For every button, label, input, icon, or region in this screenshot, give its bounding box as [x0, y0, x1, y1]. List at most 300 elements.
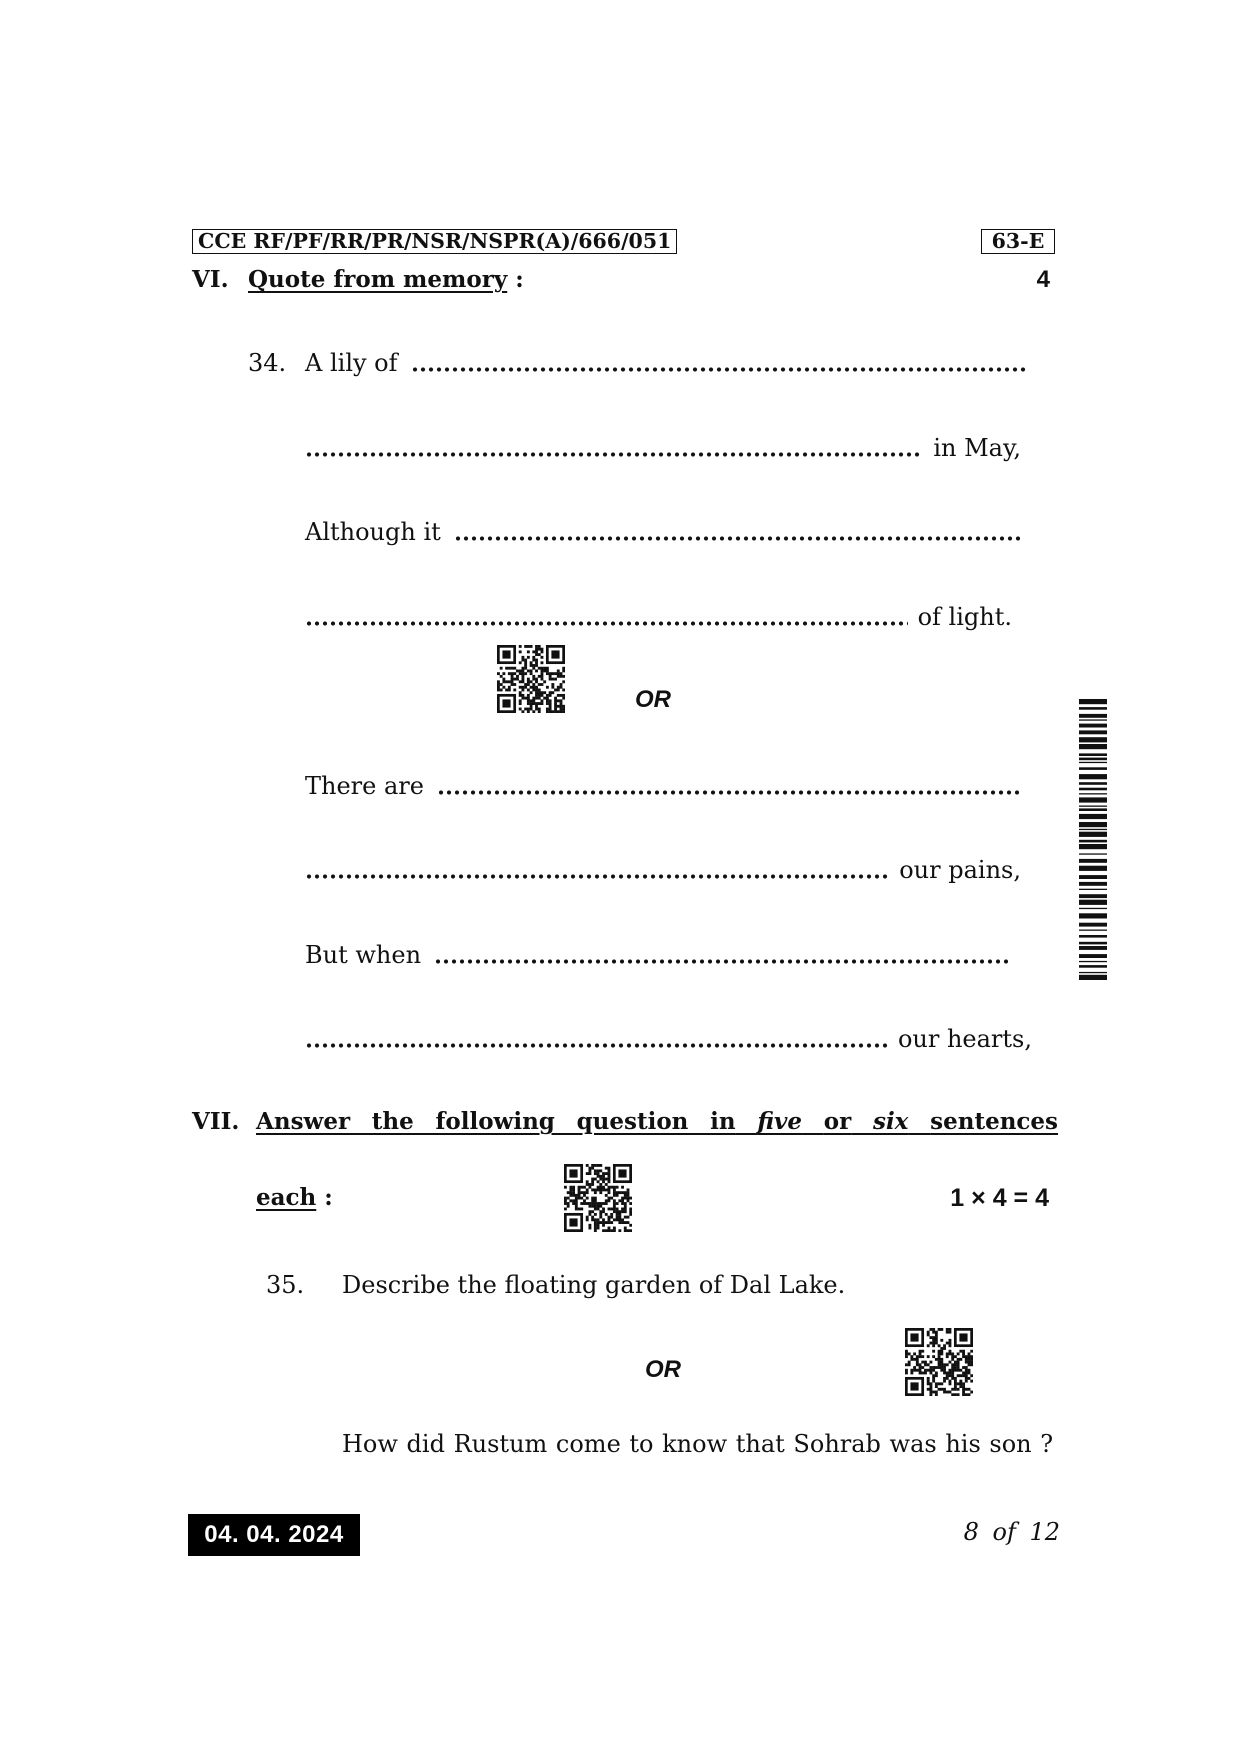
qr-module	[560, 702, 563, 705]
qr-code-graphic	[497, 645, 565, 713]
qr-module	[567, 1202, 570, 1205]
qr-module	[541, 694, 544, 697]
qr-module	[597, 1221, 600, 1224]
qr-module	[618, 1213, 621, 1216]
qr-module	[560, 686, 563, 689]
qr-module	[532, 650, 535, 653]
qr-module	[954, 1377, 957, 1380]
qr-module	[541, 656, 544, 659]
qr-module	[530, 661, 533, 664]
qr-module	[621, 1197, 624, 1200]
qr-module	[575, 1199, 578, 1202]
qr-module	[497, 683, 500, 686]
qr-module	[580, 1186, 583, 1189]
qr-module	[608, 1191, 611, 1194]
question-34-number: 34.	[248, 349, 287, 377]
qr-module	[954, 1363, 957, 1366]
qr-module	[613, 1227, 616, 1230]
qr-module	[946, 1363, 949, 1366]
section-vi-heading	[248, 262, 524, 298]
qr-module	[629, 1213, 632, 1216]
qr-module	[527, 708, 530, 711]
instruction-emphasis: six	[873, 1108, 909, 1135]
alt-quote-line-2-text: our pains,	[899, 856, 1021, 884]
barcode-bar	[1079, 832, 1107, 837]
qr-module	[502, 680, 505, 683]
qr-module	[597, 1186, 600, 1189]
qr-module	[946, 1355, 949, 1358]
qr-module	[608, 1175, 611, 1178]
qr-module	[554, 710, 557, 713]
qr-module	[505, 667, 508, 670]
qr-module	[508, 686, 511, 689]
qr-finder	[551, 650, 559, 658]
barcode-bar	[1079, 930, 1107, 931]
barcode-bar	[1079, 908, 1107, 909]
qr-module	[618, 1216, 621, 1219]
qr-module	[586, 1172, 589, 1175]
qr-module	[935, 1333, 938, 1336]
qr-module	[543, 697, 546, 700]
qr-module	[562, 697, 565, 700]
qr-module	[588, 1205, 591, 1208]
qr-module	[921, 1350, 924, 1353]
qr-module	[929, 1328, 932, 1331]
qr-module	[919, 1366, 922, 1369]
barcode-bar	[1079, 923, 1107, 927]
qr-module	[591, 1164, 594, 1167]
qr-module	[946, 1352, 949, 1355]
qr-module	[951, 1358, 954, 1361]
qr-module	[943, 1369, 946, 1372]
qr-module	[497, 689, 500, 692]
qr-module	[546, 699, 549, 702]
qr-module	[913, 1366, 916, 1369]
qr-module	[970, 1355, 973, 1358]
qr-module	[535, 653, 538, 656]
qr-module	[932, 1331, 935, 1334]
qr-module	[916, 1361, 919, 1364]
qr-module	[535, 694, 538, 697]
qr-module	[927, 1377, 930, 1380]
qr-module	[597, 1180, 600, 1183]
qr-module	[921, 1361, 924, 1364]
qr-module	[951, 1388, 954, 1391]
qr-module	[602, 1178, 605, 1181]
qr-module	[538, 691, 541, 694]
qr-module	[627, 1229, 630, 1232]
qr-module	[532, 675, 535, 678]
qr-module	[927, 1388, 930, 1391]
qr-module	[932, 1336, 935, 1339]
barcode-bar	[1079, 853, 1107, 854]
qr-module	[535, 661, 538, 664]
qr-module	[968, 1377, 971, 1380]
qr-module	[535, 669, 538, 672]
qr-module	[910, 1369, 913, 1372]
qr-module	[932, 1339, 935, 1342]
qr-module	[929, 1366, 932, 1369]
qr-module	[538, 697, 541, 700]
qr-module	[929, 1342, 932, 1345]
barcode-bar	[1079, 737, 1107, 742]
qr-module	[594, 1178, 597, 1181]
qr-module	[560, 710, 563, 713]
qr-module	[575, 1202, 578, 1205]
qr-module	[588, 1183, 591, 1186]
qr-module	[965, 1377, 968, 1380]
qr-module	[946, 1331, 949, 1334]
qr-module	[572, 1191, 575, 1194]
qr-module	[621, 1199, 624, 1202]
qr-module	[605, 1167, 608, 1170]
qr-module	[535, 664, 538, 667]
qr-module	[605, 1229, 608, 1232]
qr-module	[957, 1352, 960, 1355]
qr-module	[608, 1178, 611, 1181]
qr-module	[527, 694, 530, 697]
qr-module	[500, 675, 503, 678]
qr-module	[597, 1208, 600, 1211]
qr-module	[608, 1218, 611, 1221]
qr-module	[943, 1347, 946, 1350]
qr-module	[535, 702, 538, 705]
qr-module	[929, 1385, 932, 1388]
qr-module	[970, 1363, 973, 1366]
qr-module	[549, 702, 552, 705]
qr-module	[932, 1328, 935, 1331]
qr-module	[557, 699, 560, 702]
barcode-bar	[1079, 913, 1107, 918]
exam-date-badge: 04. 04. 2024	[188, 1514, 360, 1556]
qr-module	[513, 683, 516, 686]
barcode-bar	[1079, 730, 1107, 734]
qr-module	[905, 1372, 908, 1375]
qr-module	[924, 1363, 927, 1366]
qr-module	[624, 1194, 627, 1197]
qr-module	[935, 1366, 938, 1369]
qr-module	[921, 1355, 924, 1358]
qr-module	[932, 1377, 935, 1380]
qr-module	[519, 694, 522, 697]
qr-module	[621, 1221, 624, 1224]
qr-module	[602, 1175, 605, 1178]
qr-module	[910, 1355, 913, 1358]
qr-module	[932, 1355, 935, 1358]
answer-blank	[305, 1043, 888, 1048]
qr-module	[541, 699, 544, 702]
qr-module	[919, 1355, 922, 1358]
qr-module	[970, 1358, 973, 1361]
qr-module	[627, 1216, 630, 1219]
qr-module	[594, 1213, 597, 1216]
qr-module	[541, 672, 544, 675]
qr-module	[616, 1186, 619, 1189]
qr-module	[546, 672, 549, 675]
exam-code-box: CCE RF/PF/RR/PR/NSR/NSPR(A)/666/051	[192, 229, 677, 254]
qr-module	[538, 667, 541, 670]
qr-module	[621, 1218, 624, 1221]
qr-module	[616, 1208, 619, 1211]
qr-module	[929, 1382, 932, 1385]
barcode-bar	[1079, 814, 1107, 819]
qr-module	[519, 650, 522, 653]
qr-module	[597, 1164, 600, 1167]
qr-module	[546, 708, 549, 711]
qr-module	[613, 1218, 616, 1221]
qr-module	[616, 1213, 619, 1216]
qr-module	[549, 672, 552, 675]
qr-module	[541, 661, 544, 664]
qr-module	[927, 1382, 930, 1385]
qr-module	[602, 1202, 605, 1205]
qr-module	[524, 683, 527, 686]
qr-module	[497, 680, 500, 683]
qr-module	[521, 689, 524, 692]
qr-module	[957, 1382, 960, 1385]
qr-module	[500, 689, 503, 692]
qr-module	[608, 1208, 611, 1211]
qr-module	[608, 1186, 611, 1189]
qr-module	[599, 1169, 602, 1172]
qr-module	[594, 1229, 597, 1232]
qr-module	[949, 1339, 952, 1342]
qr-module	[968, 1358, 971, 1361]
qr-module	[608, 1227, 611, 1230]
qr-module	[605, 1178, 608, 1181]
qr-module	[594, 1205, 597, 1208]
alt-quote-line-3-text: But when	[305, 940, 422, 969]
qr-module	[532, 667, 535, 670]
qr-module	[583, 1191, 586, 1194]
qr-module	[500, 667, 503, 670]
qr-module	[908, 1352, 911, 1355]
qr-module	[588, 1169, 591, 1172]
qr-module	[530, 669, 533, 672]
qr-module	[513, 667, 516, 670]
instruction-text: or	[823, 1108, 852, 1135]
qr-finder	[910, 1333, 918, 1341]
qr-module	[597, 1227, 600, 1230]
qr-module	[608, 1216, 611, 1219]
qr-module	[572, 1194, 575, 1197]
section-vii-marks: 1 × 4 = 4	[950, 1184, 1049, 1212]
qr-module	[560, 683, 563, 686]
section-vii-instruction-end	[256, 1180, 333, 1216]
qr-module	[564, 1186, 567, 1189]
qr-module	[543, 667, 546, 670]
qr-module	[954, 1393, 957, 1396]
qr-module	[516, 678, 519, 681]
qr-module	[551, 672, 554, 675]
qr-module	[519, 661, 522, 664]
qr-module	[594, 1208, 597, 1211]
qr-module	[962, 1393, 965, 1396]
qr-module	[591, 1202, 594, 1205]
qr-module	[599, 1188, 602, 1191]
qr-module	[597, 1205, 600, 1208]
qr-module	[549, 691, 552, 694]
qr-module	[938, 1388, 941, 1391]
qr-module	[627, 1197, 630, 1200]
qr-module	[594, 1169, 597, 1172]
qr-module	[591, 1167, 594, 1170]
qr-module	[602, 1186, 605, 1189]
qr-module	[567, 1191, 570, 1194]
section-vii-instruction	[256, 1104, 1058, 1140]
qr-code	[905, 1328, 973, 1396]
qr-module	[940, 1363, 943, 1366]
qr-module	[624, 1221, 627, 1224]
barcode	[1079, 699, 1107, 981]
qr-module	[597, 1169, 600, 1172]
qr-module	[949, 1380, 952, 1383]
qr-module	[588, 1227, 591, 1230]
qr-module	[616, 1210, 619, 1213]
qr-module	[532, 656, 535, 659]
qr-module	[905, 1363, 908, 1366]
qr-module	[594, 1191, 597, 1194]
qr-module	[954, 1369, 957, 1372]
qr-module	[613, 1205, 616, 1208]
qr-module	[940, 1358, 943, 1361]
qr-module	[519, 669, 522, 672]
qr-module	[916, 1355, 919, 1358]
qr-module	[954, 1382, 957, 1385]
section-vi-colon: :	[515, 266, 524, 293]
qr-module	[629, 1202, 632, 1205]
qr-module	[530, 672, 533, 675]
instruction-text: each	[256, 1184, 317, 1211]
qr-module	[502, 678, 505, 681]
qr-module	[949, 1344, 952, 1347]
qr-module	[532, 702, 535, 705]
qr-module	[927, 1344, 930, 1347]
qr-module	[588, 1167, 591, 1170]
qr-module	[557, 672, 560, 675]
alt-quote-line-3	[305, 913, 1010, 998]
qr-module	[621, 1186, 624, 1189]
qr-module	[521, 678, 524, 681]
qr-module	[943, 1344, 946, 1347]
barcode-bar	[1079, 946, 1107, 950]
barcode-bar	[1079, 714, 1107, 718]
qr-module	[564, 1208, 567, 1211]
qr-module	[554, 708, 557, 711]
qr-module	[599, 1221, 602, 1224]
qr-module	[599, 1164, 602, 1167]
qr-module	[594, 1224, 597, 1227]
qr-module	[546, 694, 549, 697]
qr-module	[562, 667, 565, 670]
qr-module	[524, 667, 527, 670]
qr-finder	[569, 1218, 577, 1226]
qr-module	[505, 689, 508, 692]
qr-module	[624, 1227, 627, 1230]
qr-module	[527, 656, 530, 659]
qr-module	[560, 694, 563, 697]
qr-module	[557, 710, 560, 713]
qr-module	[965, 1380, 968, 1383]
qr-module	[541, 683, 544, 686]
qr-module	[591, 1188, 594, 1191]
qr-module	[970, 1361, 973, 1364]
qr-module	[538, 694, 541, 697]
qr-module	[957, 1361, 960, 1364]
barcode-bar	[1079, 954, 1107, 958]
barcode-bar	[1079, 782, 1107, 785]
qr-module	[629, 1229, 632, 1232]
qr-module	[521, 697, 524, 700]
qr-module	[594, 1172, 597, 1175]
qr-module	[551, 683, 554, 686]
answer-blank	[454, 536, 1024, 541]
qr-module	[538, 708, 541, 711]
qr-module	[616, 1194, 619, 1197]
qr-module	[613, 1194, 616, 1197]
qr-module	[594, 1227, 597, 1230]
qr-module	[546, 686, 549, 689]
qr-module	[569, 1188, 572, 1191]
qr-module	[919, 1352, 922, 1355]
qr-module	[580, 1191, 583, 1194]
qr-module	[535, 691, 538, 694]
qr-module	[949, 1361, 952, 1364]
qr-module	[521, 694, 524, 697]
qr-module	[535, 680, 538, 683]
qr-module	[583, 1186, 586, 1189]
quote-line-4-text: of light.	[917, 602, 1012, 631]
qr-module	[949, 1391, 952, 1394]
qr-module	[970, 1350, 973, 1353]
qr-module	[613, 1199, 616, 1202]
barcode-bar	[1079, 844, 1107, 849]
barcode-bar	[1079, 889, 1107, 890]
qr-module	[929, 1391, 932, 1394]
qr-module	[551, 691, 554, 694]
qr-module	[627, 1221, 630, 1224]
qr-module	[562, 689, 565, 692]
qr-module	[513, 689, 516, 692]
qr-module	[557, 689, 560, 692]
qr-module	[599, 1210, 602, 1213]
qr-module	[968, 1352, 971, 1355]
qr-module	[949, 1352, 952, 1355]
qr-module	[605, 1194, 608, 1197]
qr-module	[572, 1202, 575, 1205]
qr-module	[502, 672, 505, 675]
qr-module	[916, 1369, 919, 1372]
qr-module	[588, 1213, 591, 1216]
qr-module	[932, 1350, 935, 1353]
qr-module	[605, 1188, 608, 1191]
qr-module	[610, 1208, 613, 1211]
qr-module	[621, 1208, 624, 1211]
qr-module	[530, 680, 533, 683]
qr-module	[524, 645, 527, 648]
qr-module	[519, 702, 522, 705]
qr-module	[508, 667, 511, 670]
qr-module	[618, 1221, 621, 1224]
qr-module	[610, 1186, 613, 1189]
qr-module	[970, 1380, 973, 1383]
qr-module	[586, 1183, 589, 1186]
qr-module	[916, 1358, 919, 1361]
qr-module	[927, 1363, 930, 1366]
qr-module	[557, 686, 560, 689]
qr-module	[569, 1186, 572, 1189]
qr-code-graphic	[905, 1328, 973, 1396]
